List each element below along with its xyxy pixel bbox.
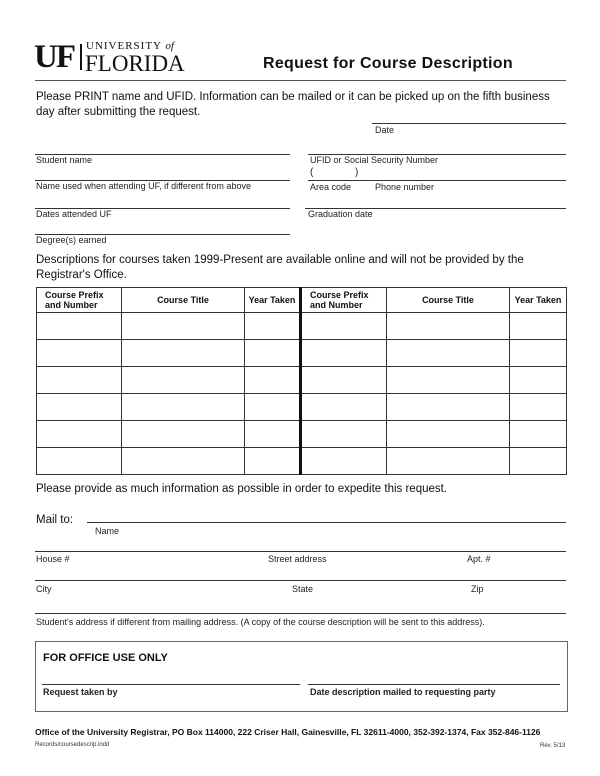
table-cell[interactable] (510, 340, 567, 367)
alt-address-label: Student's address if different from mailing address. (A copy of the course description will be sent to this address). (36, 617, 485, 627)
table-cell[interactable] (37, 340, 122, 367)
table-cell[interactable] (510, 313, 567, 340)
table-cell[interactable] (510, 394, 567, 421)
logo-uf-text: UF (34, 39, 74, 75)
table-cell[interactable] (387, 394, 510, 421)
table-cell[interactable] (510, 448, 567, 475)
area-code-paren-open: ( (310, 167, 314, 178)
alt-address-field[interactable] (35, 613, 566, 614)
office-use-box (35, 641, 568, 712)
graduation-date-label: Graduation date (308, 209, 373, 219)
table-header-row (37, 288, 567, 313)
area-code-label: Area code (310, 182, 352, 192)
col-prefix-header: Course Prefix and Number (301, 288, 387, 313)
table-cell[interactable] (122, 340, 245, 367)
student-name-label: Student name (36, 155, 93, 165)
table-cell[interactable] (122, 313, 245, 340)
footer-rev: Rev. 5/13 (540, 743, 566, 749)
table-cell[interactable] (387, 313, 510, 340)
table-row (37, 448, 567, 475)
ufid-label: UFID or Social Security Number (310, 155, 439, 165)
table-cell[interactable] (245, 394, 301, 421)
table-row (37, 340, 567, 367)
page-title: Request for Course Description (263, 55, 513, 72)
city-state-zip-field[interactable] (35, 580, 566, 581)
logo-divider (80, 44, 82, 70)
phone-number-label: Phone number (375, 182, 435, 192)
col-year-header: Year Taken (510, 288, 567, 313)
course-table (36, 287, 567, 475)
office-use-title: FOR OFFICE USE ONLY (43, 652, 168, 664)
table-cell[interactable] (387, 340, 510, 367)
col-year-header: Year Taken (245, 288, 301, 313)
header-rule (35, 80, 566, 81)
street-label: Street address (268, 554, 327, 564)
table-cell[interactable] (301, 367, 387, 394)
degrees-label: Degree(s) earned (36, 235, 107, 245)
table-cell[interactable] (510, 367, 567, 394)
table-cell[interactable] (37, 421, 122, 448)
dates-attended-label: Dates attended UF (36, 209, 112, 219)
city-label: City (36, 584, 52, 594)
table-cell[interactable] (245, 340, 301, 367)
date-mailed-label: Date description mailed to requesting party (310, 687, 496, 697)
table-cell[interactable] (245, 313, 301, 340)
col-prefix-header: Course Prefix and Number (37, 288, 122, 313)
table-cell[interactable] (301, 313, 387, 340)
mail-to-label: Mail to: (36, 514, 74, 526)
online-note: Descriptions for courses taken 1999-Present are available online and will not be provided by the Registrar's Office. (36, 254, 524, 281)
request-taken-field[interactable] (42, 684, 300, 685)
table-row (37, 394, 567, 421)
table-cell[interactable] (301, 394, 387, 421)
table-cell[interactable] (387, 421, 510, 448)
date-mailed-field[interactable] (308, 684, 560, 685)
col-title-header: Course Title (122, 288, 245, 313)
mail-name-field[interactable] (87, 522, 566, 523)
date-field[interactable] (372, 123, 566, 124)
mail-name-label: Name (95, 526, 120, 536)
table-cell[interactable] (245, 367, 301, 394)
house-label: House # (36, 554, 70, 564)
table-cell[interactable] (37, 394, 122, 421)
table-row (37, 313, 567, 340)
zip-label: Zip (471, 584, 484, 594)
table-cell[interactable] (301, 340, 387, 367)
table-cell[interactable] (387, 448, 510, 475)
apt-label: Apt. # (467, 554, 491, 564)
instructions-text: Please PRINT name and UFID. Information can be mailed or it can be picked up on the fifth business day after submitting the request. (36, 91, 550, 118)
area-code-paren-close: ) (355, 167, 359, 178)
logo-florida-text: FLORIDA (85, 51, 185, 76)
table-cell[interactable] (301, 421, 387, 448)
col-title-header: Course Title (387, 288, 510, 313)
table-cell[interactable] (301, 448, 387, 475)
table-cell[interactable] (122, 367, 245, 394)
date-label: Date (375, 125, 395, 135)
table-cell[interactable] (245, 421, 301, 448)
request-taken-label: Request taken by (43, 687, 118, 697)
table-cell[interactable] (122, 394, 245, 421)
phone-field[interactable] (308, 180, 566, 181)
state-label: State (292, 584, 314, 594)
provide-note: Please provide as much information as possible in order to expedite this request. (36, 483, 448, 495)
footer-address: Office of the University Registrar, PO Box 114000, 222 Criser Hall, Gainesville, FL 32611-4000, 352-392-1374, Fax 352-846-1126 (35, 727, 541, 737)
table-cell[interactable] (37, 313, 122, 340)
table-cell[interactable] (37, 448, 122, 475)
name-used-label: Name used when attending UF, if different from above (36, 181, 251, 191)
address-field[interactable] (35, 551, 566, 552)
table-cell[interactable] (387, 367, 510, 394)
table-cell[interactable] (245, 448, 301, 475)
table-row (37, 367, 567, 394)
table-cell[interactable] (122, 448, 245, 475)
footer-file: Records/coursedescrip.indd (35, 742, 110, 748)
table-row (37, 421, 567, 448)
logo-university-text: UNIVERSITY of (86, 40, 174, 52)
table-cell[interactable] (510, 421, 567, 448)
table-cell[interactable] (37, 367, 122, 394)
table-cell[interactable] (122, 421, 245, 448)
